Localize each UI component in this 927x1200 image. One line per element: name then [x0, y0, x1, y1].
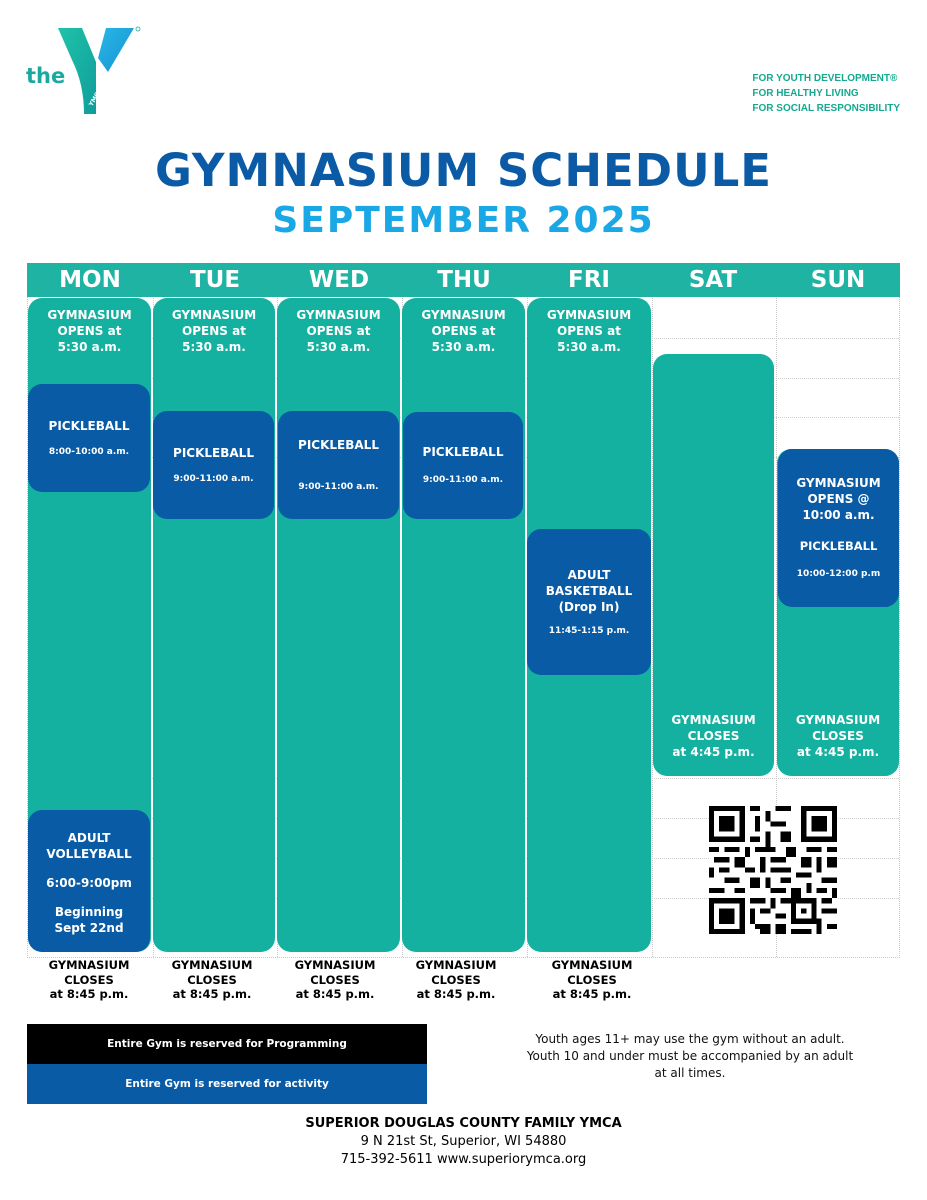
logo-the-text: the	[26, 64, 66, 88]
taglines	[752, 71, 900, 116]
day-header-tue: TUE	[189, 267, 241, 293]
legend-activity: Entire Gym is reserved for activity	[27, 1064, 427, 1104]
day-header-fri: FRI	[568, 267, 610, 293]
mon-volleyball-line1: ADULT	[67, 831, 111, 845]
mon-pickleball-label: PICKLEBALL	[48, 419, 130, 433]
closes-line1: GYMNASIUM	[551, 958, 633, 972]
opens-line2: OPENS at	[182, 324, 246, 338]
page-subtitle: SEPTEMBER 2025	[272, 200, 655, 241]
day-header-row	[27, 263, 900, 297]
fri-basketball-block	[527, 529, 651, 675]
closes-line2: CLOSES	[310, 972, 360, 987]
sun-closes-line3: at 4:45 p.m.	[796, 745, 880, 759]
qr-code-icon[interactable]	[709, 806, 837, 934]
fri-basketball-time: 11:45-1:15 p.m.	[548, 626, 630, 636]
page-title: GYMNASIUM SCHEDULE	[154, 144, 773, 197]
day-header-mon: MON	[59, 267, 121, 293]
ymca-logo	[26, 24, 151, 119]
closes-line2: CLOSES	[567, 972, 617, 987]
closes-line1: GYMNASIUM	[48, 958, 130, 972]
thu-closes	[394, 958, 518, 1002]
sat-open-block	[653, 354, 774, 776]
tue-pickleball-time: 9:00-11:00 a.m.	[173, 474, 254, 484]
thu-pickleball-time: 9:00-11:00 a.m.	[422, 475, 504, 485]
fri-closes	[530, 958, 654, 1002]
closes-line1: GYMNASIUM	[294, 958, 376, 972]
tagline-youth: FOR YOUTH DEVELOPMENT®	[752, 73, 898, 84]
day-header-thu: THU	[437, 267, 491, 293]
opens-line3: 5:30 a.m.	[431, 340, 496, 354]
mon-volleyball-line2: VOLLEYBALL	[46, 847, 132, 861]
opens-line3: 5:30 a.m.	[306, 340, 371, 354]
mon-pickleball-block	[28, 384, 150, 492]
closes-line3: at 8:45 p.m.	[172, 987, 252, 1001]
opens-line2: OPENS at	[557, 324, 621, 338]
closes-line3: at 8:45 p.m.	[552, 987, 632, 1001]
mon-volleyball-note2: Sept 22nd	[54, 921, 124, 935]
sun-opens-line3: 10:00 a.m.	[802, 508, 875, 522]
closes-line2: CLOSES	[64, 972, 114, 987]
mon-volleyball-time: 6:00-9:00pm	[46, 876, 132, 890]
day-header-wed: WED	[308, 267, 370, 293]
footer-contact: 715-392-5611 www.superiorymca.org	[340, 1152, 587, 1167]
closes-line1: GYMNASIUM	[415, 958, 497, 972]
tue-closes	[150, 958, 274, 1002]
wed-pickleball-label: PICKLEBALL	[298, 438, 379, 452]
opens-line3: 5:30 a.m.	[182, 340, 246, 354]
opens-line1: GYMNASIUM	[296, 308, 381, 322]
youth-note-line2: Youth 10 and under must be accompanied by an adult	[526, 1049, 854, 1063]
opens-line3: 5:30 a.m.	[557, 340, 621, 354]
opens-line1: GYMNASIUM	[171, 308, 257, 322]
tue-open-block	[153, 298, 275, 952]
opens-line2: OPENS at	[306, 324, 371, 338]
closes-line2: CLOSES	[187, 972, 237, 987]
closes-line3: at 8:45 p.m.	[416, 987, 496, 1001]
day-header-sun: SUN	[810, 267, 866, 293]
opens-line2: OPENS at	[431, 324, 496, 338]
tue-pickleball-label: PICKLEBALL	[173, 446, 254, 460]
sun-opens-line1: GYMNASIUM	[796, 476, 881, 490]
closes-line3: at 8:45 p.m.	[295, 987, 375, 1001]
mon-volleyball-note1: Beginning	[54, 905, 124, 919]
tue-pickleball-block	[153, 411, 274, 519]
fri-basketball-line3: (Drop In)	[558, 600, 620, 614]
wed-open-block	[277, 298, 400, 952]
wed-pickleball-time: 9:00-11:00 a.m.	[298, 482, 379, 492]
closes-line1: GYMNASIUM	[171, 958, 253, 972]
footer	[0, 1115, 927, 1169]
tagline-health: FOR HEALTHY LIVING	[752, 88, 859, 99]
thu-pickleball-label: PICKLEBALL	[422, 445, 504, 459]
thu-pickleball-block	[403, 412, 523, 519]
opens-line1: GYMNASIUM	[421, 308, 506, 322]
wed-pickleball-block	[278, 411, 399, 519]
opens-line1: GYMNASIUM	[546, 308, 632, 322]
opens-line1: GYMNASIUM	[47, 308, 132, 322]
fri-basketball-line2: BASKETBALL	[545, 584, 633, 598]
fri-basketball-line1: ADULT	[567, 568, 611, 582]
footer-org-name: SUPERIOR DOUGLAS COUNTY FAMILY YMCA	[305, 1116, 622, 1131]
mon-pickleball-time: 8:00-10:00 a.m.	[48, 447, 130, 457]
sun-pickleball-block	[778, 449, 899, 607]
logo-ymca-text: YMCA	[87, 87, 104, 108]
sat-closes-line3: at 4:45 p.m.	[672, 745, 755, 759]
youth-note-line1: Youth ages 11+ may use the gym without an adult.	[535, 1032, 845, 1046]
sat-closes-line1: GYMNASIUM	[671, 713, 756, 727]
tagline-social: FOR SOCIAL RESPONSIBILITY	[752, 103, 900, 114]
sun-pickleball-label: PICKLEBALL	[799, 539, 878, 553]
sun-closes-line2: CLOSES	[812, 729, 864, 743]
mon-closes	[27, 958, 151, 1002]
sun-closes-line1: GYMNASIUM	[795, 713, 881, 727]
legend-programming: Entire Gym is reserved for Programming	[27, 1024, 427, 1064]
mon-volleyball-block	[28, 810, 150, 952]
closes-line2: CLOSES	[431, 972, 481, 987]
opens-line3: 5:30 a.m.	[57, 340, 122, 354]
opens-line2: OPENS at	[57, 324, 122, 338]
wed-closes	[273, 958, 397, 1002]
youth-policy-note	[490, 1031, 890, 1082]
day-header-sat: SAT	[688, 267, 738, 293]
sun-opens-line2: OPENS @	[807, 492, 870, 506]
sun-pickleball-time: 10:00-12:00 p.m	[796, 569, 881, 579]
sat-closes-line2: CLOSES	[687, 729, 740, 743]
closes-line3: at 8:45 p.m.	[49, 987, 129, 1001]
thu-open-block	[402, 298, 525, 952]
youth-note-line3: at all times.	[654, 1066, 726, 1080]
footer-address: 9 N 21st St, Superior, WI 54880	[360, 1134, 567, 1149]
